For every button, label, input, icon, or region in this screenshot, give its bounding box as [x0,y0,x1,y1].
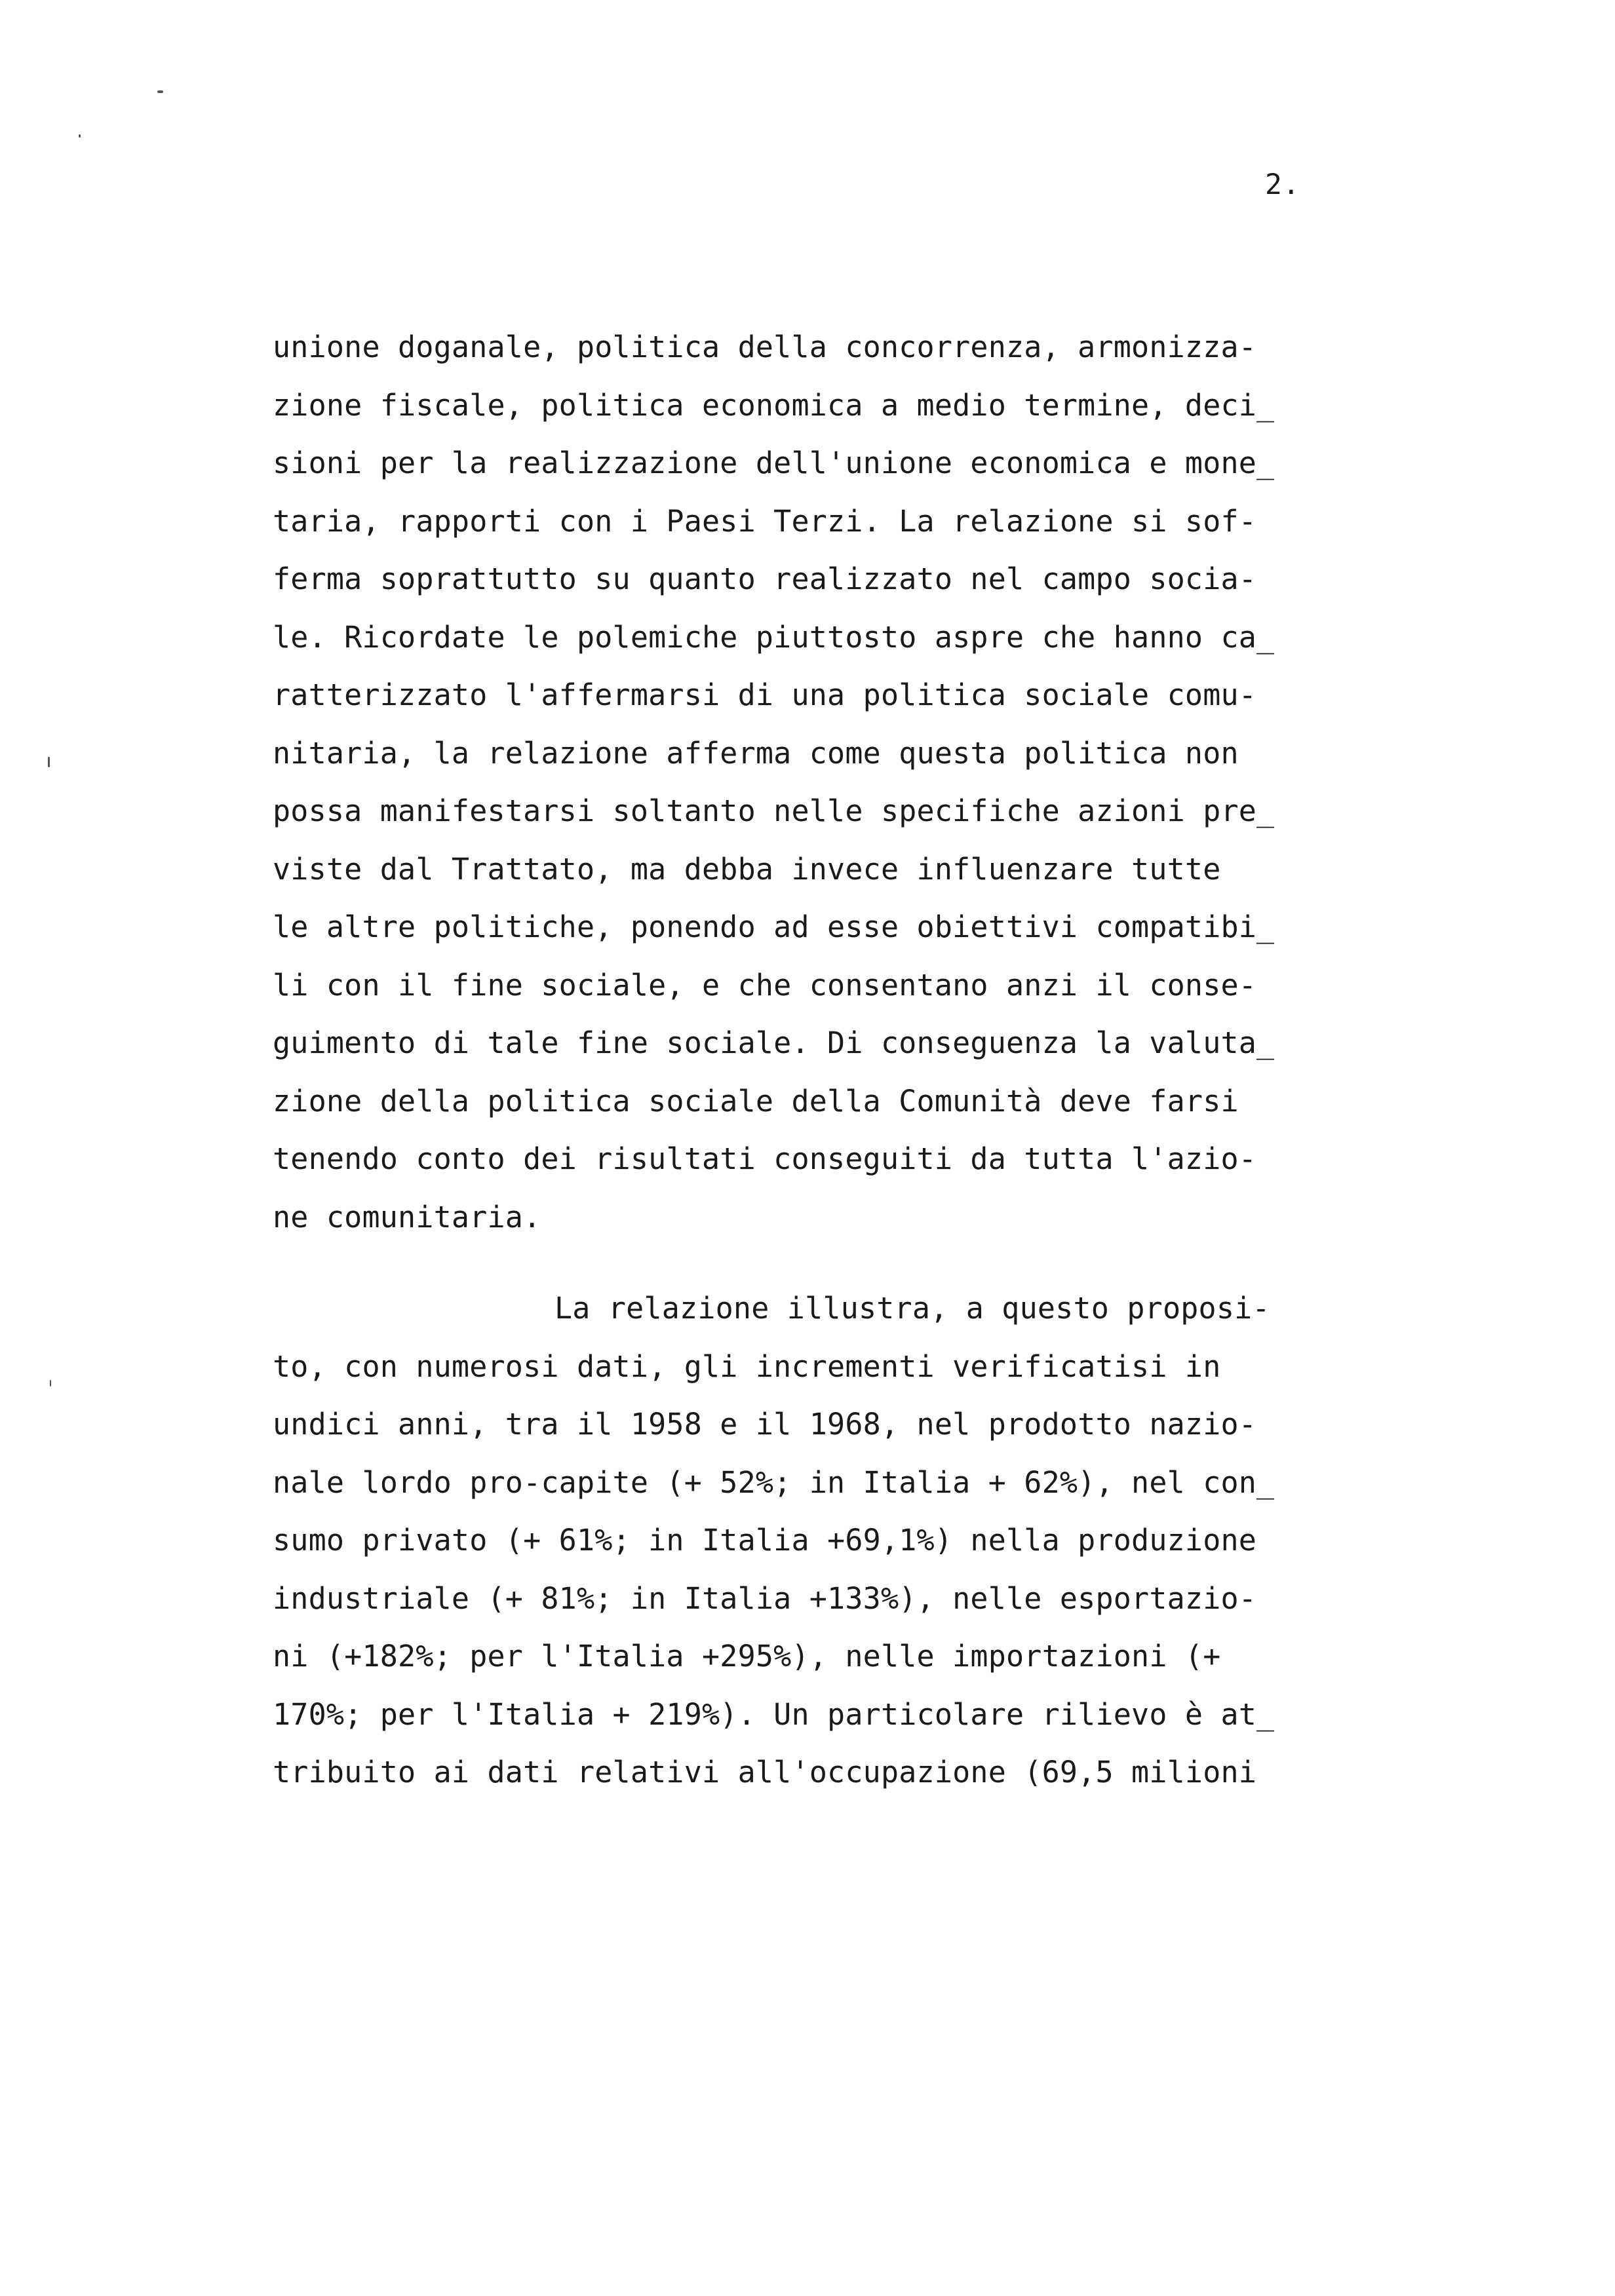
scan-speck [79,134,81,138]
scan-speck [48,757,50,767]
text-line: tribuito ai dati relativi all'occupazione (69,5 milioni [273,1755,1257,1789]
text-line: ferma soprattutto su quanto realizzato nel campo socia- [273,562,1257,596]
text-line: 170%; per l'Italia + 219%). Un particolare rilievo è at̲ [273,1696,1275,1732]
text-line: zione della politica sociale della Comunità deve farsi [273,1083,1239,1119]
text-line: taria, rapporti con i Paesi Terzi. La relazione si sof- [273,503,1257,539]
scan-speck [157,90,163,93]
text-line: guimento di tale fine sociale. Di conseguenza la valuta̲ [273,1025,1275,1060]
text-line: le. Ricordate le polemiche piuttosto aspre che hanno ca̲ [273,619,1275,655]
paragraph-2 [273,1280,1361,1802]
text-line: li con il fine sociale, e che consentano anzi il conse- [273,967,1257,1003]
paragraph-1 [273,318,1361,1246]
page-number: 2. [1265,168,1300,201]
text-line: unione doganale, politica della concorrenza, armonizza- [273,330,1257,364]
text-line: viste dal Trattato, ma debba invece influenzare tutte [273,851,1221,887]
text-line: tenendo conto dei risultati conseguiti da tutta l'azio- [273,1141,1257,1176]
text-line: ne comunitaria. [273,1199,541,1234]
text-line: nale lordo pro-capite (+ 52%; in Italia + 62%), nel con̲ [273,1464,1275,1500]
text-line: possa manifestarsi soltanto nelle specifiche azioni pre̲ [273,794,1275,828]
scan-speck [50,1380,51,1387]
text-line: nitaria, la relazione afferma come questa politica non [273,735,1239,771]
text-line: zione fiscale, politica economica a medio termine, deci̲ [273,387,1275,423]
text-line: sioni per la realizzazione dell'unione economica e mone̲ [273,446,1275,480]
text-line: sumo privato (+ 61%; in Italia +69,1%) nella produzione [273,1523,1257,1558]
text-line: La relazione illustra, a questo proposi- [555,1291,1270,1326]
text-line: undici anni, tra il 1958 e il 1968, nel prodotto nazio- [273,1407,1257,1442]
text-line: industriale (+ 81%; in Italia +133%), nelle esportazio- [273,1580,1257,1616]
text-line: ratterizzato l'affermarsi di una politica sociale comu- [273,678,1257,712]
text-line: to, con numerosi dati, gli incrementi verificatisi in [273,1349,1221,1384]
text-line: ni (+182%; per l'Italia +295%), nelle importazioni (+ [273,1639,1221,1674]
text-line: le altre politiche, ponendo ad esse obiettivi compatibi̲ [273,909,1275,944]
